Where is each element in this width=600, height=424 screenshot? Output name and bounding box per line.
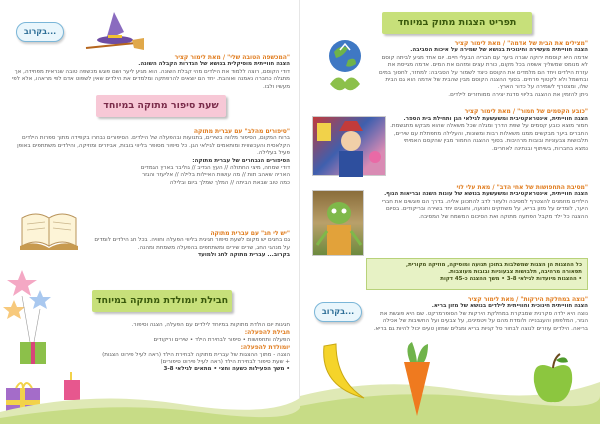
show3-body: הילדים מוזמנים להצטרף למסיבה ולעזור לדב להתכונן אליה. בדרך הם פוגשים את חברי היער, לומדים על מזון בריא, על משחקים ותנועה, וחוגגים יחד בשירה ובריקודים. בסיום ההצגה כל ילד מקבל הפתעה מתוקה ואת הסיכום המשמח של המסיבה. xyxy=(381,198,588,220)
show1-line1: הצגה חווייתית מעשירה וחינוכית בנושא של שמירה על איכות הסביבה. xyxy=(410,47,588,54)
magician-figure-icon xyxy=(313,117,387,177)
show3-line1: הצגה חווייתית, אינטראקטיבית ומשעשעת בנושא של עונות השנה ובריאות הגוף. xyxy=(384,191,588,198)
bottom-wave-left xyxy=(0,384,300,424)
show1-tail: ניתן להזמין את ההצגה בליווי סדנת יצירה ממוחזרים לילדים. xyxy=(448,91,588,98)
show-photo-puppet xyxy=(312,190,364,256)
witch-hat-icon xyxy=(86,10,144,50)
show3-section xyxy=(370,184,588,254)
show1-section xyxy=(376,40,588,106)
right-page xyxy=(300,0,600,424)
holiday-body: גם בחגים יש מקום לשעת סיפור חגיגית בליווי הפעלה וחוויה. בכל חג הילדים לומדים על מנהגי החג, שרים שירים ומשתתפים בהפעלה משמחת ומהנה. xyxy=(94,237,290,251)
note-line-1: כל ההצגות הן הצגות שמשלבות בתוכן תנועה ומוסיקה, מוזיקה מקורית, xyxy=(406,262,582,268)
show1-body: אדמה היא קוסמת ירוקה שגרה ביער עם חבריה הבעלי חיים. יום אחד מגיע לביתה קוסם לא מנומס שמשליך אשפה בכל מקום, כורת עצים ומזהם את המים. אדמה מגייסת את עזרת הילדים ויחד הם מלמדים את הקוסם כיצד לשמור על הסביבה: למחזר, לחסוך במים ובחשמל ולא לקטוף פרחים. בסוף ההצגה הקוסם מבין שהבית של אדמה הוא גם הבית שלו, ומצטרף לשמירה על כדור הארץ. xyxy=(379,54,588,91)
left-top-body: דודי הקוסם, רוצה ללמוד את הילדים מהי קבלת השונה. הוא מגיע ליער ושם פוגש מכשפה טובה שנראית מפחידה, אך מתגלה כחברה נאמנה ואוהבת. יחד הם יוצאים להרפתקה ומלמדים את הילדים שאין לשפוט אדם לפי מראהו, אלא לפי מעשיו ולבו. xyxy=(12,68,290,90)
earth-recycle-icon xyxy=(322,36,368,98)
bday-line-7: • משך הפעילות כשעה וחצי • מתאים לגילאי 3-8 xyxy=(163,366,290,373)
left-top-line1: הצגה חווייתית מוסיקלית בנושא של הגדרות הקבלה השונה. xyxy=(138,61,290,68)
birthday-section xyxy=(84,322,290,386)
open-book-icon xyxy=(18,208,80,252)
carrot-icon xyxy=(390,340,444,418)
bday-line-1: חגיגות יום הולדת מתוקות במיוחד לילדים עם הפעלה, הצגה וסיפור. xyxy=(131,322,290,328)
show1-head: "מצילים את הבית של אדמה" / מאת לימור קציר xyxy=(454,40,588,47)
puppet-figure-icon xyxy=(313,191,365,257)
show4-head: "נוצה במחלקת הירקות" / מאת לימור קציר xyxy=(467,296,588,303)
bday-line-4: יומולדת להפעלה: xyxy=(240,344,290,352)
bday-line-2: חבילת להפעלה: xyxy=(244,329,290,337)
soon-badge-top: בקרוב... xyxy=(16,22,64,42)
show2-body: חמור מוצא כובע קסמים על שפת הדרך ומגלה שכל משאלה שהוא מבקש מתגשמת. החברים ביער מבקשים ממנו משאלות רבות ומשונות, והעלילה מתפתלת עם שירים, תלבושות צבעוניות ובובות מרהיבות. בסוף ההצגה החמור מבין שהקסם האמיתי נמצא בחברות, בשיתוף ובנתינה לאחרים. xyxy=(390,123,588,152)
show2-section xyxy=(390,116,588,178)
show2-line1: הצגה חווייתית, אינטראקטיבית ומשעשעת לגילאי הגן ותחילת בית הספר. xyxy=(403,116,588,122)
show4-body: נוצה היא ילדה סקרנית שמבקרת במחלקת הירקות של הסופרמרקט. שם היא פוגשת את הגזר, המלפפון והעגבנייה ולומדת מהם על ויטמינים, על צבעים ועל החשיבות של אכילה בריאה. הילדים עוזרים לנוצה לבחור סל קניות בריא ומגלים שמזון טעים יכול להיות גם בריא. xyxy=(373,310,588,332)
show-photo-magician xyxy=(312,116,386,176)
birthday-banner: חבילת יומולדת מתוקה במיוחד xyxy=(92,290,232,312)
story-hour-banner: שעת סיפור מתוקה במיוחד xyxy=(96,95,226,117)
story-sub: הסיפורים הנבחרים של עברית מתוקה: xyxy=(192,157,290,164)
banana-icon xyxy=(314,336,374,406)
bday-line-6: + שעת סיפור לבחירת הילד (ראה לעיל פירוט סיפורים) xyxy=(160,359,290,366)
shows-menu-banner: תפריט הצגות מתוק במיוחד xyxy=(382,12,532,34)
note-line-2: תפאורה מרהיבה, תלבושות צבעוניות ובובות מעוצבות. xyxy=(448,269,582,275)
show4-line1: הצגה חווייתית חינוכית וחווייתית לילדים בנושא של מזון בריא. xyxy=(431,303,588,310)
holiday-head: "יש לי חג" עם עברית מתוקה xyxy=(210,230,290,237)
story-list-1: דודי שמחה, מיצי החתולה // העץ הנדיב // גוליבר בארץ הגמדים xyxy=(140,165,290,172)
holiday-tail: בקרוב... עברית מתוקה לחג ולמועד xyxy=(197,252,290,259)
left-top-text xyxy=(12,54,290,90)
show3-head: "מסיבת התחפושות של אחי הדב" / מאת עלי לוי xyxy=(456,184,588,191)
apple-icon xyxy=(528,352,578,408)
bday-line-5: הצגה - מתוך ההצגות של עברית מתוקה לבחירת הילד (ראה לעיל פירוט הצגות) xyxy=(102,351,290,358)
note-line-3: • ההצגות מיועדות לגילאי 3-8 • משך ההצגה כ-45 דקות xyxy=(440,276,582,282)
story-body: ברוח המקום, הסיפור מלווה בשירים, בתנועות ובהפעלה של הילדים. הסיפורים נבחרו בקפידה מתוך ספרות הילדים הקלאסית והעכשווית ומותאמים לגילאי הגן. כל סיפור מסופר בליווי בובות, אביזרים ומוזיקה, והילדים משתתפים באופן פעיל בעלילה. xyxy=(17,135,290,157)
left-top-head: "המכשפה הטובה שלי" / מאת לימור קציר xyxy=(174,54,290,61)
soon-badge-bottom: בקרוב... xyxy=(314,302,362,322)
story-list-3: כמה טוב שבאת הביתה // המלך שמלך ביום ובלילה xyxy=(169,179,290,186)
show2-head: "כובע הקסמים של חמור" / מאת לימור קציר xyxy=(464,108,588,115)
bday-line-3: הפעלה ותחפושות • סיפור לבחירת הילד • שירים וריקודים xyxy=(153,336,290,343)
story-list-2: האריה שאהב תות // מה עושות האיילות בלילה // אליעזר והגזר xyxy=(141,172,290,179)
holiday-section xyxy=(88,230,290,270)
story-head: "סיפורים מהלב" עם עברית מתוקה xyxy=(193,128,290,135)
shows-info-note xyxy=(366,258,588,290)
